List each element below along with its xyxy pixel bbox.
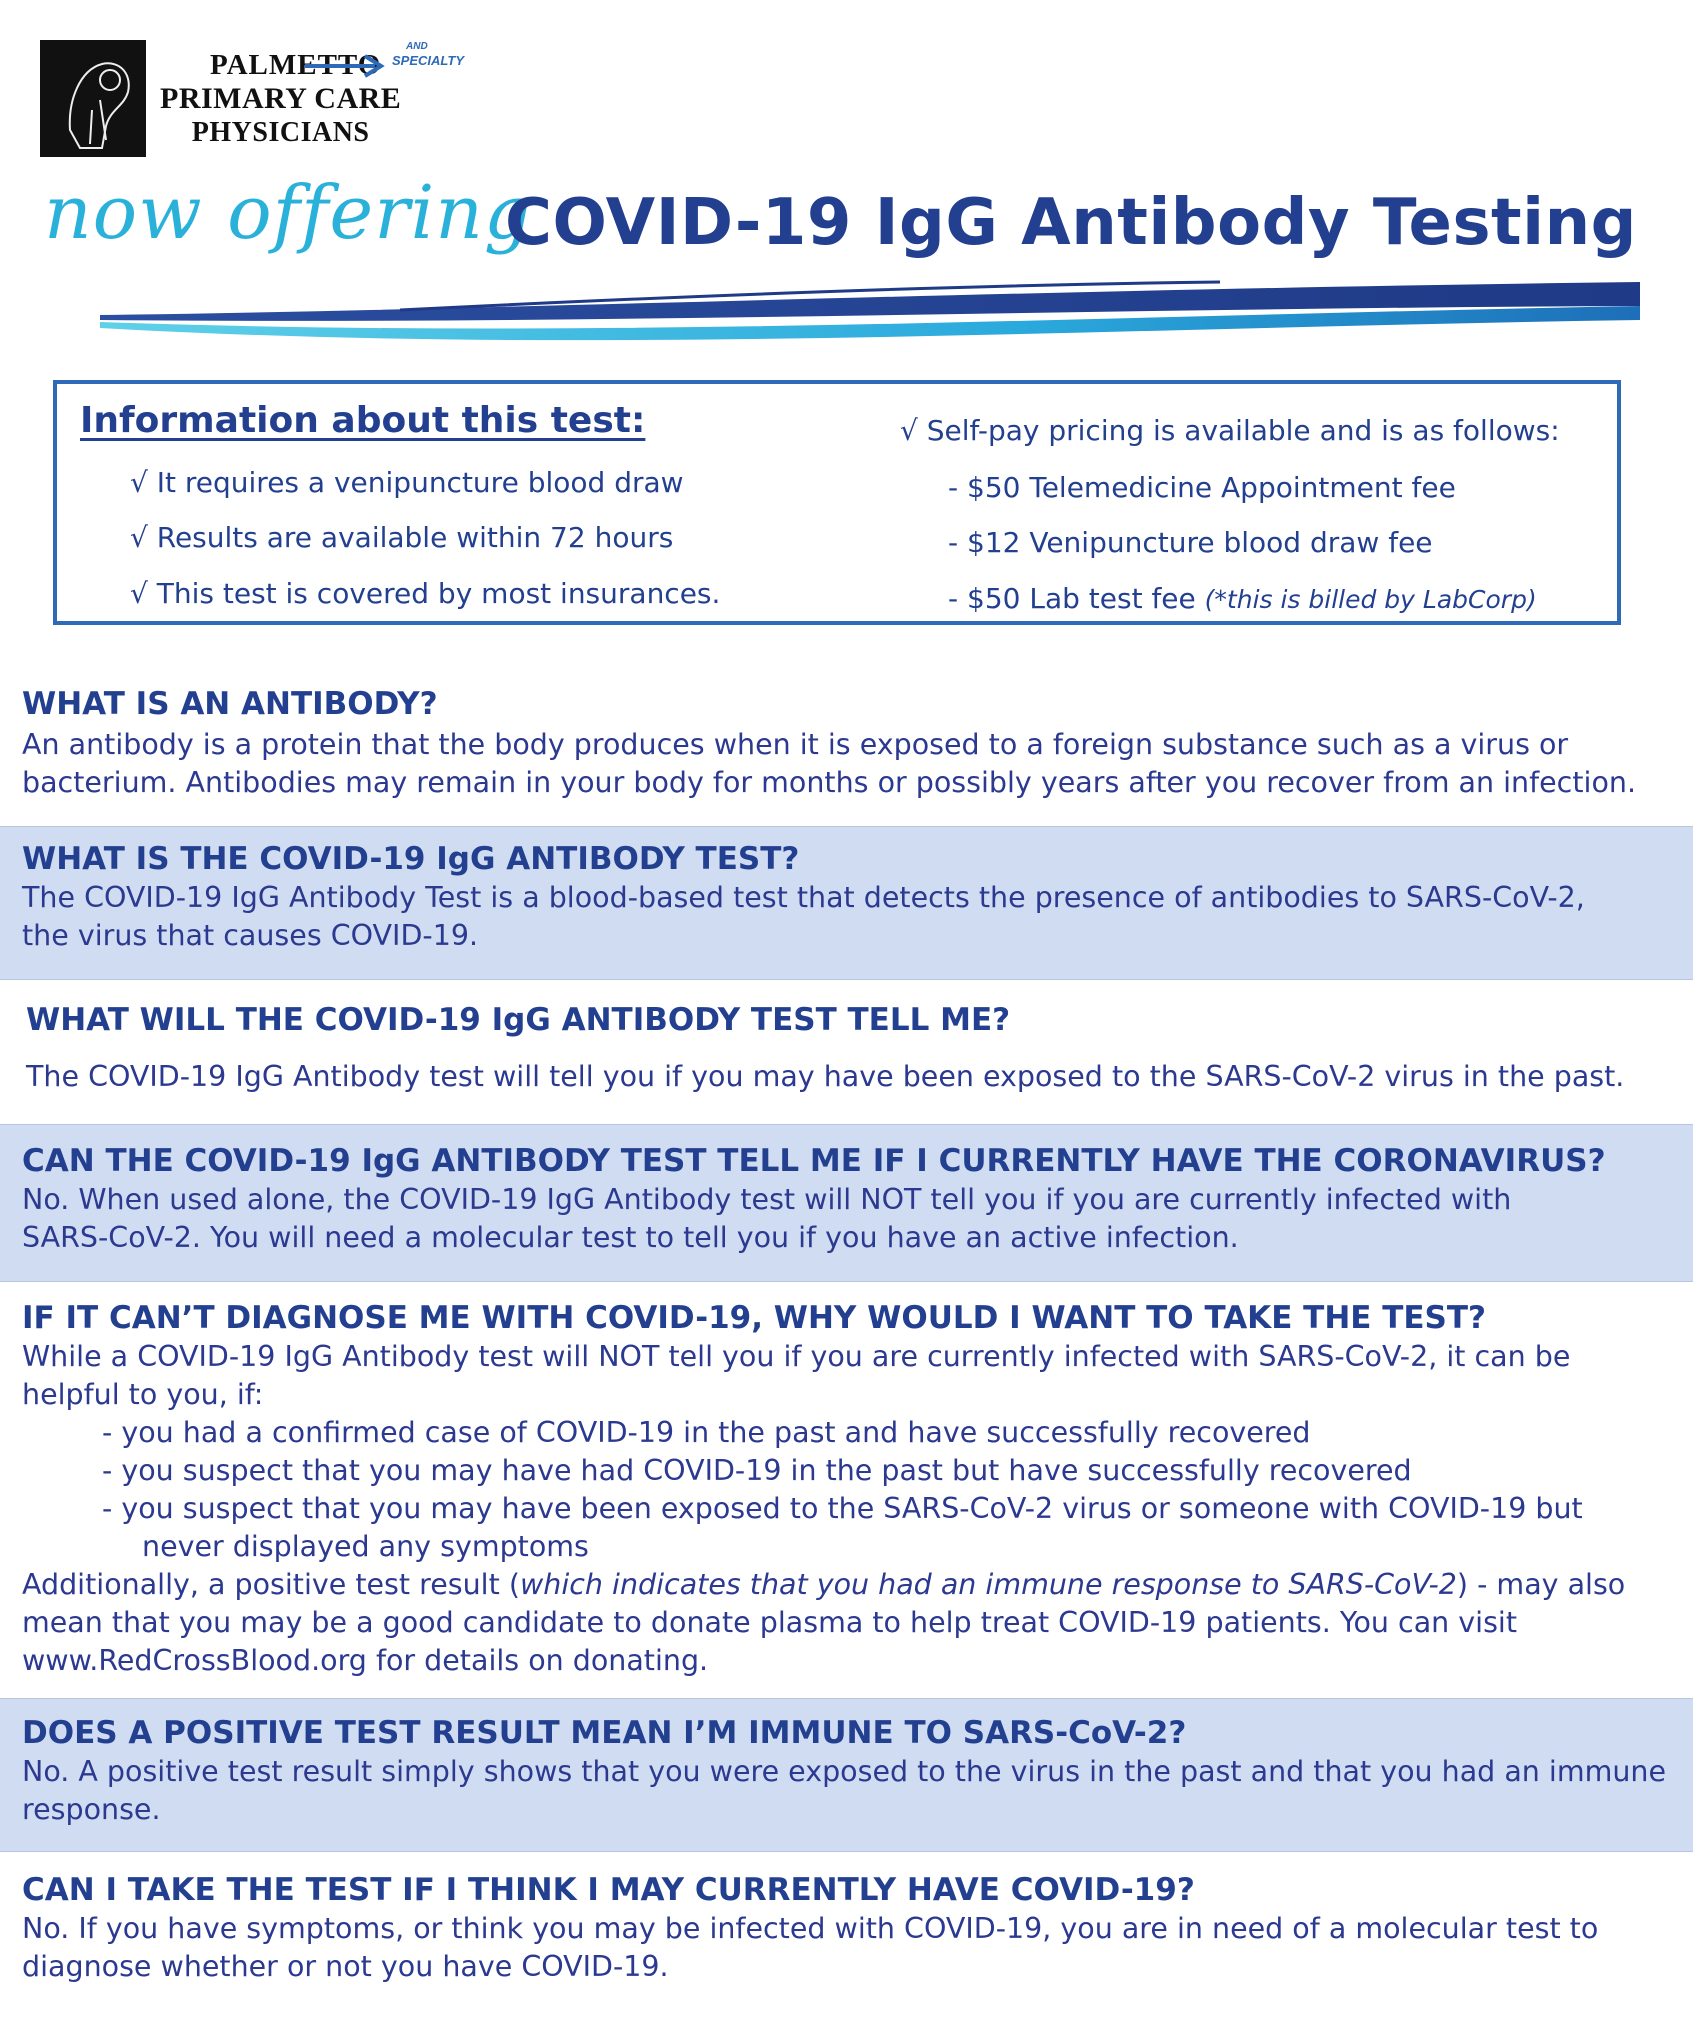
faq-section	[0, 1124, 1693, 1282]
faq-question: WHAT IS AN ANTIBODY?	[22, 686, 438, 722]
brand-line-2: PRIMARY CARE	[160, 82, 402, 115]
faq-answer	[22, 1753, 1683, 1829]
answer-line: mean that you may be a good candidate to donate plasma to help treat COVID-19 patients. You can visit	[22, 1606, 1518, 1639]
faq-section	[0, 826, 1693, 980]
page-title: COVID-19 IgG Antibody Testing	[505, 186, 1637, 260]
faq-question: CAN I TAKE THE TEST IF I THINK I MAY CURRENTLY HAVE COVID-19?	[22, 1872, 1195, 1908]
fee-note: (*this is billed by LabCorp)	[1204, 585, 1537, 614]
answer-line: The COVID-19 IgG Antibody test will tell you if you may have been exposed to the SARS-CoV-2 virus in the past.	[26, 1060, 1625, 1093]
answer-line	[22, 1566, 1683, 1604]
answer-line: No. If you have symptoms, or think you may be infected with COVID-19, you are in need of a molecular test to	[22, 1912, 1599, 1945]
tagline: now offering	[44, 170, 533, 256]
answer-italic: which indicates that you had an immune response to SARS-CoV-2	[519, 1568, 1457, 1601]
answer-line: An antibody is a protein that the body produces when it is exposed to a foreign substance such as a virus or	[22, 728, 1569, 761]
redcross-link-text: www.RedCrossBlood.org for details on donating.	[22, 1644, 709, 1677]
faq-answer	[22, 1181, 1683, 1257]
brand-specialty-text: SPECIALTY	[392, 53, 464, 68]
fee-item: - $12 Venipuncture blood draw fee	[948, 526, 1433, 559]
brand-line-3: PHYSICIANS	[191, 117, 370, 148]
answer-line: the virus that causes COVID-19.	[22, 919, 479, 952]
faq-answer	[22, 726, 1683, 802]
logo-mark	[40, 40, 146, 157]
faq-answer	[22, 879, 1683, 955]
physician-silhouette-icon	[40, 40, 146, 157]
faq-question: DOES A POSITIVE TEST RESULT MEAN I’M IMMUNE TO SARS-CoV-2?	[22, 1715, 1187, 1751]
fee-text: - $50 Lab test fee	[948, 582, 1196, 615]
answer-line: helpful to you, if:	[22, 1378, 264, 1411]
pricing-heading: √ Self-pay pricing is available and is as follows:	[900, 414, 1560, 447]
faq-section	[0, 1698, 1693, 1852]
reason-item-continued: never displayed any symptoms	[142, 1530, 589, 1563]
answer-line: While a COVID-19 IgG Antibody test will NOT tell you if you are currently infected with SARS-CoV-2, it can be	[22, 1340, 1571, 1373]
answer-line: No. When used alone, the COVID-19 IgG Antibody test will NOT tell you if you are currently infected with	[22, 1183, 1512, 1216]
reason-item: - you suspect that you may have had COVID-19 in the past but have successfully recovered	[102, 1454, 1412, 1487]
info-item: √ This test is covered by most insurances.	[130, 577, 721, 610]
answer-line: bacterium. Antibodies may remain in your body for months or possibly years after you recover from an infection.	[22, 766, 1637, 799]
brand-line-1: PALMETTO	[210, 49, 382, 81]
info-item: √ Results are available within 72 hours	[130, 521, 674, 554]
brand-specialty	[392, 40, 464, 68]
answer-text: Additionally, a positive test result (	[22, 1568, 520, 1601]
faq-section	[0, 1854, 1693, 2030]
answer-line: SARS-CoV-2. You will need a molecular test to tell you if you have an active infection.	[22, 1221, 1239, 1254]
fee-item	[948, 582, 1537, 615]
faq-section	[0, 982, 1693, 1122]
faq-section	[0, 1284, 1693, 1694]
faq-answer	[22, 1338, 1683, 1680]
answer-line: diagnose whether or not you have COVID-19.	[22, 1950, 669, 1983]
faq-question: IF IT CAN’T DIAGNOSE ME WITH COVID-19, WHY WOULD I WANT TO TAKE THE TEST?	[22, 1300, 1487, 1336]
faq-answer	[26, 1058, 1683, 1096]
faq-answer	[22, 1910, 1683, 1986]
reason-item: - you suspect that you may have been exposed to the SARS-CoV-2 virus or someone with COVID-19 but	[102, 1492, 1583, 1525]
faq-question: WHAT IS THE COVID-19 IgG ANTIBODY TEST?	[22, 841, 800, 877]
decorative-swoosh	[100, 270, 1640, 360]
faq-question: WHAT WILL THE COVID-19 IgG ANTIBODY TEST TELL ME?	[26, 1002, 1011, 1038]
faq-section	[0, 672, 1693, 822]
info-title: Information about this test:	[80, 400, 646, 441]
brand-and: AND	[406, 41, 428, 52]
answer-line: No. A positive test result simply shows that you were exposed to the virus in the past and that you had an immune	[22, 1755, 1667, 1788]
faq-question: CAN THE COVID-19 IgG ANTIBODY TEST TELL ME IF I CURRENTLY HAVE THE CORONAVIRUS?	[22, 1143, 1606, 1179]
arrow-icon	[305, 48, 395, 78]
reason-item: - you had a confirmed case of COVID-19 in the past and have successfully recovered	[102, 1416, 1311, 1449]
info-item: √ It requires a venipuncture blood draw	[130, 466, 684, 499]
fee-item: - $50 Telemedicine Appointment fee	[948, 471, 1456, 504]
answer-line: The COVID-19 IgG Antibody Test is a blood-based test that detects the presence of antibodies to SARS-CoV-2,	[22, 881, 1585, 914]
answer-line: response.	[22, 1793, 161, 1826]
answer-text: ) - may also	[1456, 1568, 1626, 1601]
